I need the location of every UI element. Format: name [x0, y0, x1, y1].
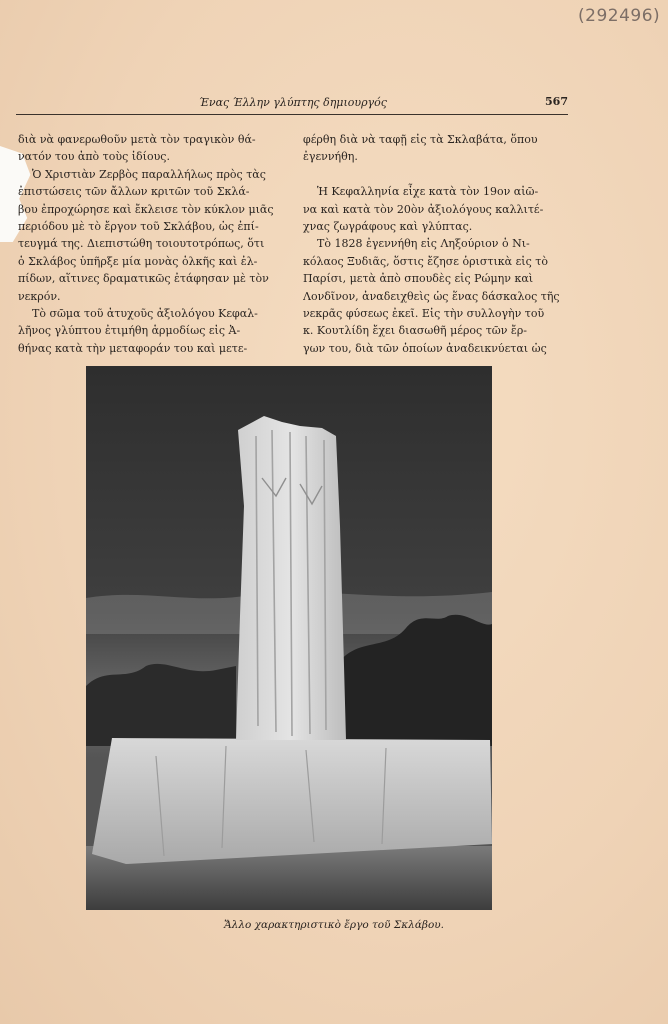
sculpture-photo-illustration [86, 366, 492, 910]
text-line: νεκρᾶς φύσεως ἐκεῖ. Εἰς τὴν συλλογὴν τοῦ [303, 307, 545, 321]
text-spacer [303, 166, 569, 183]
text-line: βου ἐπροχώρησε καὶ ἔκλεισε τὸν κύκλον μιᾶς [18, 202, 274, 216]
tree-line-left [86, 664, 236, 746]
text-line: ὁ Σκλάβος ὑπῆρξε μία μονὰς ὁλκῆς καὶ ἐλ- [18, 254, 258, 268]
right-text-column [303, 131, 569, 357]
text-line: Τὸ 1828 ἐγεννήθη εἰς Ληξούριον ὁ Νι- [317, 237, 530, 251]
text-line: Ὁ Χριστιὰν Ζερβὸς παραλλήλως πρὸς τὰς [32, 167, 266, 181]
text-line: νατόν του ἀπὸ τοὺς ἰδίους. [18, 150, 170, 164]
text-line: τευγμά της. Διεπιστώθη τοιουτοτρόπως, ὅτι [18, 237, 265, 251]
left-text-column [18, 131, 284, 357]
text-line: γων του, διὰ τῶν ὁποίων ἀναδεικνύεται ὡς [303, 341, 547, 355]
text-line: περιόδου μὲ τὸ ἔργον τοῦ Σκλάβου, ὡς ἐπί- [18, 220, 259, 234]
text-line: χνας ζωγράφους καὶ γλύπτας. [303, 220, 473, 234]
text-line: Λονδῖνον, ἀναδειχθεὶς ὡς ἕνας δάσκαλος τῆς [303, 289, 560, 303]
text-line: κ. Κουτλίδη ἔχει διασωθῆ μέρος τῶν ἔρ- [303, 324, 528, 338]
text-line: να καὶ κατὰ τὸν 20ὸν ἀξιολόγους καλλιτέ- [303, 202, 544, 216]
text-line: ἐπιστώσεις τῶν ἄλλων κριτῶν τοῦ Σκλά- [18, 185, 250, 199]
text-line: πίδων, αἵτινες δραματικῶς ἐτάφησαν μὲ τὸν [18, 272, 269, 286]
figure-caption: Ἄλλο χαρακτηριστικὸ ἔργο τοῦ Σκλάβου. [223, 919, 445, 931]
text-line: Παρίσι, μετὰ ἀπὸ σπουδὲς εἰς Ρώμην καὶ [303, 272, 534, 286]
text-line: Ἡ Κεφαλληνία εἶχε κατὰ τὸν 19ον αἰῶ- [317, 185, 539, 199]
header-title: Ένας Έλλην γλύπτης δημιουργός [199, 96, 387, 109]
text-line: διὰ νὰ φανερωθοῦν μετὰ τὸν τραγικὸν θά- [18, 133, 256, 146]
page-number: 567 [545, 95, 568, 108]
text-line: κόλαος Ξυδιᾶς, ὅστις ἔζησε ὁριστικὰ εἰς τὸ [303, 254, 548, 268]
sculpture-photograph [86, 366, 492, 910]
running-header [16, 92, 568, 115]
text-line: θήνας κατὰ τὴν μεταφοράν του καὶ μετε- [18, 341, 248, 355]
text-line: ἐγεννήθη. [303, 150, 358, 164]
text-line: Τὸ σῶμα τοῦ ἀτυχοῦς ἀξιολόγου Κεφαλ- [32, 307, 258, 321]
stone-base [92, 738, 492, 864]
text-line: νεκρόν. [18, 289, 61, 303]
text-line: φέρθη διὰ νὰ ταφῇ εἰς τὰ Σκλαβάτα, ὅπου [303, 133, 538, 146]
text-line: λῆνος γλύπτου ἐτιμήθη ἁρμοδίως εἰς Ἀ- [18, 324, 241, 338]
archive-number: (292496) [578, 6, 661, 26]
